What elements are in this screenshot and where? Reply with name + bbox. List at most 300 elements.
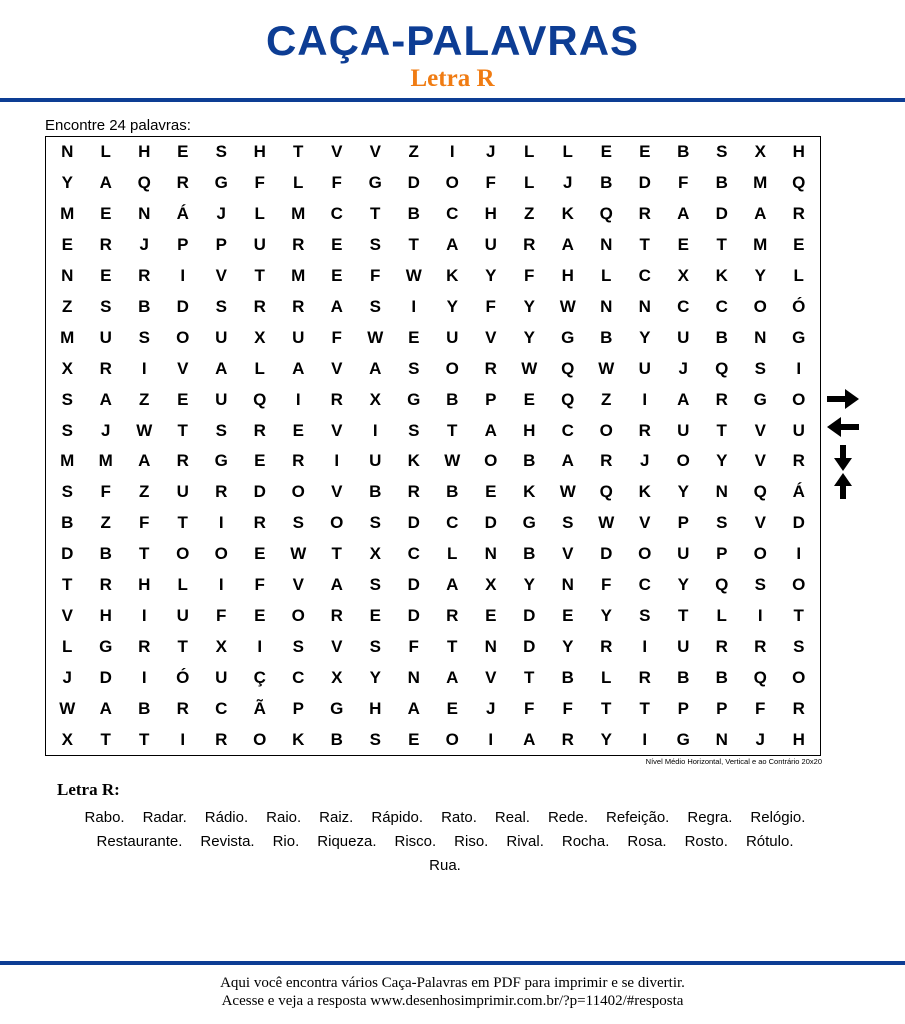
grid-cell: R bbox=[484, 358, 497, 378]
grid-cell: D bbox=[407, 513, 420, 533]
grid-cell: S bbox=[369, 235, 381, 255]
grid-cell: D bbox=[176, 296, 189, 316]
grid-cell: A bbox=[330, 296, 343, 316]
grid-cell: R bbox=[292, 296, 305, 316]
word-item: Real. bbox=[494, 809, 530, 826]
grid-cell: I bbox=[642, 636, 648, 656]
grid-cell: S bbox=[61, 420, 73, 440]
grid-cell: E bbox=[100, 204, 112, 224]
grid-cell: E bbox=[254, 451, 266, 471]
grid-cell: O bbox=[445, 358, 459, 378]
grid-cell: J bbox=[62, 667, 72, 687]
grid-cell: S bbox=[639, 605, 651, 625]
grid-cell: A bbox=[446, 235, 459, 255]
grid-cell: S bbox=[292, 513, 304, 533]
grid-cell: N bbox=[600, 296, 613, 316]
grid-cell: I bbox=[642, 389, 648, 409]
grid-cell: X bbox=[215, 636, 227, 656]
grid-cell: J bbox=[678, 358, 688, 378]
word-item: Restaurante. bbox=[96, 833, 183, 850]
grid-cell: F bbox=[408, 636, 419, 656]
grid-cell: I bbox=[141, 667, 147, 687]
grid-cell: W bbox=[444, 451, 461, 471]
grid-cell: H bbox=[792, 142, 805, 162]
grid-cell: I bbox=[642, 729, 648, 749]
grid-cell: R bbox=[638, 204, 651, 224]
grid-cell: Ó bbox=[176, 667, 190, 687]
grid-cell: B bbox=[677, 142, 690, 162]
grid-cell: K bbox=[292, 729, 305, 749]
page-subtitle: Letra R bbox=[410, 65, 495, 92]
grid-cell: Q bbox=[599, 204, 613, 224]
grid-cell: A bbox=[484, 420, 497, 440]
grid-cell: H bbox=[253, 142, 266, 162]
grid-cell: Q bbox=[561, 358, 575, 378]
grid-cell: R bbox=[754, 636, 767, 656]
grid-cell: V bbox=[331, 420, 343, 440]
grid-cell: M bbox=[60, 451, 75, 471]
grid-cell: Q bbox=[599, 482, 613, 502]
grid-cell: R bbox=[792, 451, 805, 471]
grid-cell: Y bbox=[523, 575, 535, 595]
grid-cell: J bbox=[216, 204, 226, 224]
grid-cell: Z bbox=[524, 204, 535, 224]
grid-cell: C bbox=[446, 513, 459, 533]
word-item: Revista. bbox=[200, 833, 255, 850]
grid-cell: B bbox=[138, 296, 151, 316]
grid-cell: K bbox=[715, 266, 728, 286]
grid-cell: O bbox=[792, 389, 806, 409]
grid-cell: X bbox=[485, 575, 497, 595]
grid-cell: V bbox=[562, 544, 574, 564]
grid-cell: T bbox=[293, 142, 304, 162]
grid-cell: F bbox=[331, 173, 342, 193]
grid-cell: L bbox=[177, 575, 188, 595]
grid-cell: C bbox=[677, 296, 690, 316]
grid-cell: A bbox=[215, 358, 228, 378]
grid-cell: N bbox=[561, 575, 574, 595]
grid-cell: B bbox=[523, 451, 536, 471]
grid-cell: Y bbox=[677, 575, 689, 595]
grid-cell: Z bbox=[139, 482, 150, 502]
grid-cell: T bbox=[716, 420, 727, 440]
grid-cell: T bbox=[100, 729, 111, 749]
grid-cell: W bbox=[559, 296, 576, 316]
grid-cell: B bbox=[446, 389, 459, 409]
grid-cell: H bbox=[138, 575, 151, 595]
grid-cell: I bbox=[180, 729, 186, 749]
grid-cell: I bbox=[334, 451, 340, 471]
grid-cell: U bbox=[484, 235, 497, 255]
grid-cell: A bbox=[369, 358, 382, 378]
grid-cell: L bbox=[716, 605, 727, 625]
grid-cell: H bbox=[484, 204, 497, 224]
grid-cell: B bbox=[600, 327, 613, 347]
grid-cell: E bbox=[677, 235, 689, 255]
grid-cell: T bbox=[447, 636, 458, 656]
grid-cell: R bbox=[715, 636, 728, 656]
word-item: Rabo. bbox=[84, 809, 125, 826]
grid-cell: S bbox=[61, 389, 73, 409]
grid-cell: A bbox=[754, 204, 767, 224]
grid-cell: R bbox=[292, 235, 305, 255]
grid-cell: F bbox=[254, 575, 265, 595]
grid-cell: P bbox=[677, 698, 689, 718]
grid-cell: U bbox=[677, 420, 690, 440]
grid-cell: R bbox=[215, 482, 228, 502]
grid-cell: M bbox=[291, 204, 306, 224]
grid-cell: X bbox=[369, 544, 381, 564]
grid-cell: U bbox=[677, 544, 690, 564]
grid-cell: U bbox=[638, 358, 651, 378]
grid-cell: B bbox=[369, 482, 382, 502]
grid-cell: C bbox=[561, 420, 574, 440]
grid-cell: C bbox=[407, 544, 420, 564]
grid-cell: G bbox=[676, 729, 690, 749]
grid-cell: C bbox=[330, 204, 343, 224]
grid-cell: V bbox=[331, 358, 343, 378]
grid-cell: X bbox=[754, 142, 766, 162]
grid-cell: F bbox=[216, 605, 227, 625]
grid-cell: T bbox=[177, 636, 188, 656]
word-item: Rótulo. bbox=[745, 833, 794, 850]
grid-cell: A bbox=[677, 389, 690, 409]
word-item: Rio. bbox=[272, 833, 300, 850]
grid-cell: W bbox=[405, 266, 422, 286]
grid-cell: U bbox=[253, 235, 266, 255]
footer bbox=[0, 974, 905, 1010]
grid-cell: V bbox=[215, 266, 227, 286]
grid-cell: A bbox=[677, 204, 690, 224]
grid-cell: Y bbox=[716, 451, 728, 471]
grid-cell: Q bbox=[753, 482, 767, 502]
grid-cell: F bbox=[254, 173, 265, 193]
grid-cell: Y bbox=[600, 605, 612, 625]
grid-cell: T bbox=[639, 698, 650, 718]
grid-cell: Y bbox=[61, 173, 73, 193]
grid-cell: A bbox=[523, 729, 536, 749]
grid-cell: E bbox=[446, 698, 458, 718]
grid-cell: G bbox=[753, 389, 767, 409]
grid-cell: V bbox=[754, 420, 766, 440]
grid-cell: R bbox=[600, 451, 613, 471]
grid-cell: L bbox=[601, 667, 612, 687]
grid-cell: L bbox=[293, 173, 304, 193]
grid-cell: V bbox=[331, 142, 343, 162]
grid-cell: R bbox=[715, 389, 728, 409]
grid-cell: K bbox=[446, 266, 459, 286]
grid-cell: T bbox=[177, 420, 188, 440]
grid-cell: J bbox=[486, 698, 496, 718]
grid-cell: U bbox=[677, 636, 690, 656]
grid-cell: C bbox=[715, 296, 728, 316]
grid-cell: M bbox=[753, 235, 768, 255]
grid-cell: U bbox=[176, 482, 189, 502]
grid-cell: T bbox=[793, 605, 804, 625]
grid-cell: S bbox=[100, 296, 112, 316]
grid-cell: W bbox=[367, 327, 384, 347]
grid-cell: X bbox=[369, 389, 381, 409]
grid-cell: L bbox=[601, 266, 612, 286]
grid-cell: O bbox=[753, 296, 767, 316]
grid-cell: A bbox=[561, 451, 574, 471]
grid-cell: A bbox=[446, 575, 459, 595]
word-item: Riso. bbox=[454, 833, 489, 850]
grid-cell: B bbox=[715, 667, 728, 687]
grid-cell: V bbox=[485, 327, 497, 347]
grid-cell: P bbox=[177, 235, 189, 255]
grid-cell: U bbox=[792, 420, 805, 440]
grid-cell: R bbox=[638, 667, 651, 687]
grid-cell: T bbox=[716, 235, 727, 255]
grid-cell: C bbox=[292, 667, 305, 687]
grid-cell: N bbox=[407, 667, 420, 687]
grid-cell: F bbox=[331, 327, 342, 347]
grid-cell: I bbox=[257, 636, 263, 656]
grid-cell: H bbox=[523, 420, 536, 440]
grid-cell: D bbox=[61, 544, 74, 564]
grid-cell: E bbox=[639, 142, 651, 162]
word-item: Rato. bbox=[441, 809, 477, 826]
grid-cell: I bbox=[372, 420, 378, 440]
word-item: Risco. bbox=[394, 833, 437, 850]
grid-cell: A bbox=[99, 389, 112, 409]
grid-cell: D bbox=[407, 605, 420, 625]
grid-cell: H bbox=[138, 142, 151, 162]
grid-cell: I bbox=[796, 358, 802, 378]
grid-cell: G bbox=[561, 327, 575, 347]
grid-cell: R bbox=[176, 698, 189, 718]
grid-cell: E bbox=[177, 142, 189, 162]
grid-cell: L bbox=[524, 142, 535, 162]
grid-cell: A bbox=[138, 451, 151, 471]
word-item: Rosa. bbox=[627, 833, 667, 850]
grid-cell: Q bbox=[753, 667, 767, 687]
grid-cell: U bbox=[292, 327, 305, 347]
grid-cell: H bbox=[792, 729, 805, 749]
grid-cell: R bbox=[176, 451, 189, 471]
grid-cell: A bbox=[561, 235, 574, 255]
grid-cell: N bbox=[600, 235, 613, 255]
grid-cell: I bbox=[141, 605, 147, 625]
grid-cell: J bbox=[755, 729, 765, 749]
word-item: Relógio. bbox=[750, 809, 806, 826]
grid-cell: S bbox=[369, 513, 381, 533]
grid-cell: Q bbox=[137, 173, 151, 193]
grid-cell: I bbox=[449, 142, 455, 162]
grid-cell: G bbox=[522, 513, 536, 533]
grid-cell: B bbox=[715, 173, 728, 193]
grid-cell: K bbox=[523, 482, 536, 502]
word-item: Rede. bbox=[547, 809, 588, 826]
grid-cell: L bbox=[793, 266, 804, 286]
grid-cell: S bbox=[754, 575, 766, 595]
grid-cell: S bbox=[369, 575, 381, 595]
grid-cell: Q bbox=[561, 389, 575, 409]
grid-cell: R bbox=[638, 420, 651, 440]
grid-cell: X bbox=[61, 729, 73, 749]
grid-cell: S bbox=[61, 482, 73, 502]
grid-cell: S bbox=[215, 296, 227, 316]
grid-cell: N bbox=[715, 729, 728, 749]
grid-cell: D bbox=[407, 575, 420, 595]
grid-cell: L bbox=[447, 544, 458, 564]
grid-cell: O bbox=[445, 173, 459, 193]
grid-cell: L bbox=[254, 358, 265, 378]
grid-cell: Á bbox=[176, 204, 189, 224]
arrow-up-icon bbox=[826, 472, 860, 500]
grid-cell: G bbox=[368, 173, 382, 193]
grid-cell: A bbox=[407, 698, 420, 718]
grid-cell: T bbox=[408, 235, 419, 255]
grid-cell: G bbox=[330, 698, 344, 718]
grid-cell: J bbox=[101, 420, 111, 440]
grid-cell: T bbox=[139, 729, 150, 749]
grid-cell: Q bbox=[253, 389, 267, 409]
word-item: Rival. bbox=[506, 833, 544, 850]
word-item: Rosto. bbox=[684, 833, 728, 850]
grid-cell: Z bbox=[408, 142, 419, 162]
grid-cell: Y bbox=[369, 667, 381, 687]
grid-cell: F bbox=[100, 482, 111, 502]
grid-cell: H bbox=[561, 266, 574, 286]
grid-cell: T bbox=[254, 266, 265, 286]
grid-cell: D bbox=[523, 636, 536, 656]
grid-cell: R bbox=[792, 204, 805, 224]
grid-cell: B bbox=[330, 729, 343, 749]
grid-cell: Z bbox=[100, 513, 111, 533]
grid-cell: A bbox=[292, 358, 305, 378]
grid-cell: I bbox=[488, 729, 494, 749]
grid-cell: E bbox=[254, 544, 266, 564]
grid-cell: T bbox=[447, 420, 458, 440]
grid-cell: S bbox=[369, 636, 381, 656]
grid-cell: O bbox=[638, 544, 652, 564]
grid-cell: X bbox=[254, 327, 266, 347]
grid-cell: R bbox=[330, 605, 343, 625]
grid-cell: A bbox=[446, 667, 459, 687]
word-list-title: Letra R: bbox=[57, 780, 120, 799]
grid-cell: E bbox=[100, 266, 112, 286]
grid-cell: B bbox=[715, 327, 728, 347]
grid-cell: E bbox=[408, 327, 420, 347]
grid-cell: R bbox=[446, 605, 459, 625]
grid-cell: N bbox=[61, 142, 74, 162]
grid-cell: R bbox=[407, 482, 420, 502]
grid-cell: M bbox=[98, 451, 113, 471]
grid-cell: Ã bbox=[253, 698, 266, 718]
grid-cell: E bbox=[562, 605, 574, 625]
grid-cell: S bbox=[408, 358, 420, 378]
grid-cell: G bbox=[407, 389, 421, 409]
grid-cell: T bbox=[524, 667, 535, 687]
grid-cell: N bbox=[754, 327, 767, 347]
grid-cell: V bbox=[754, 513, 766, 533]
grid-cell: W bbox=[559, 482, 576, 502]
grid-cell: F bbox=[524, 698, 535, 718]
grid-cell: S bbox=[369, 296, 381, 316]
grid-cell: U bbox=[677, 327, 690, 347]
grid-cell: I bbox=[141, 358, 147, 378]
grid-cell: Q bbox=[792, 173, 806, 193]
grid-cell: D bbox=[407, 173, 420, 193]
word-item: Regra. bbox=[687, 809, 733, 826]
grid-cell: C bbox=[638, 575, 651, 595]
arrow-right-icon bbox=[826, 388, 860, 410]
grid-cell: J bbox=[640, 451, 650, 471]
word-item: Riqueza. bbox=[317, 833, 377, 850]
grid-cell: P bbox=[677, 513, 689, 533]
grid-cell: V bbox=[331, 636, 343, 656]
grid-cell: O bbox=[484, 451, 498, 471]
grid-cell: U bbox=[99, 327, 112, 347]
footer-line-1: Aqui você encontra vários Caça-Palavras em PDF para imprimir e se divertir. bbox=[220, 975, 685, 991]
grid-cell: F bbox=[485, 296, 496, 316]
grid-cell: Y bbox=[523, 296, 535, 316]
grid-cell: D bbox=[484, 513, 497, 533]
grid-cell: O bbox=[214, 544, 228, 564]
grid-cell: E bbox=[254, 605, 266, 625]
grid-cell: N bbox=[715, 482, 728, 502]
grid-cell: E bbox=[369, 605, 381, 625]
grid-cell: D bbox=[715, 204, 728, 224]
grid-cell: Y bbox=[754, 266, 766, 286]
grid-cell: L bbox=[62, 636, 73, 656]
grid-cell: R bbox=[99, 358, 112, 378]
arrow-left-icon bbox=[826, 416, 860, 438]
grid-cell: I bbox=[218, 575, 224, 595]
grid-cell: L bbox=[562, 142, 573, 162]
grid-cell: E bbox=[331, 266, 343, 286]
grid-cell: X bbox=[61, 358, 73, 378]
grid-cell: C bbox=[446, 204, 459, 224]
grid-cell: N bbox=[61, 266, 74, 286]
grid-cell: S bbox=[292, 636, 304, 656]
grid-cell: W bbox=[59, 698, 76, 718]
grid-cell: P bbox=[292, 698, 304, 718]
grid-cell: I bbox=[757, 605, 763, 625]
grid-cell: O bbox=[176, 544, 190, 564]
grid-cell: D bbox=[253, 482, 266, 502]
grid-cell: U bbox=[446, 327, 459, 347]
grid-cell: Z bbox=[62, 296, 73, 316]
header-divider bbox=[0, 98, 905, 102]
grid-cell: F bbox=[524, 266, 535, 286]
grid-cell: V bbox=[369, 142, 381, 162]
grid-cell: O bbox=[330, 513, 344, 533]
grid-cell: E bbox=[408, 729, 420, 749]
grid-cell: O bbox=[753, 544, 767, 564]
grid-cell: M bbox=[60, 204, 75, 224]
grid-cell: R bbox=[138, 266, 151, 286]
grid-cell: T bbox=[678, 605, 689, 625]
grid-cell: P bbox=[215, 235, 227, 255]
grid-cell: T bbox=[331, 544, 342, 564]
grid-cell: F bbox=[370, 266, 381, 286]
grid-cell: B bbox=[138, 698, 151, 718]
word-item: Rádio. bbox=[204, 809, 249, 826]
grid-cell: E bbox=[485, 482, 497, 502]
grid-cell: R bbox=[561, 729, 574, 749]
grid-cell: S bbox=[215, 142, 227, 162]
grid-cell: Q bbox=[715, 358, 729, 378]
grid-cell: J bbox=[486, 142, 496, 162]
word-list bbox=[65, 806, 825, 878]
grid-cell: W bbox=[598, 358, 615, 378]
grid-cell: Y bbox=[485, 266, 497, 286]
grid-cell: M bbox=[60, 327, 75, 347]
grid-cell: G bbox=[214, 173, 228, 193]
